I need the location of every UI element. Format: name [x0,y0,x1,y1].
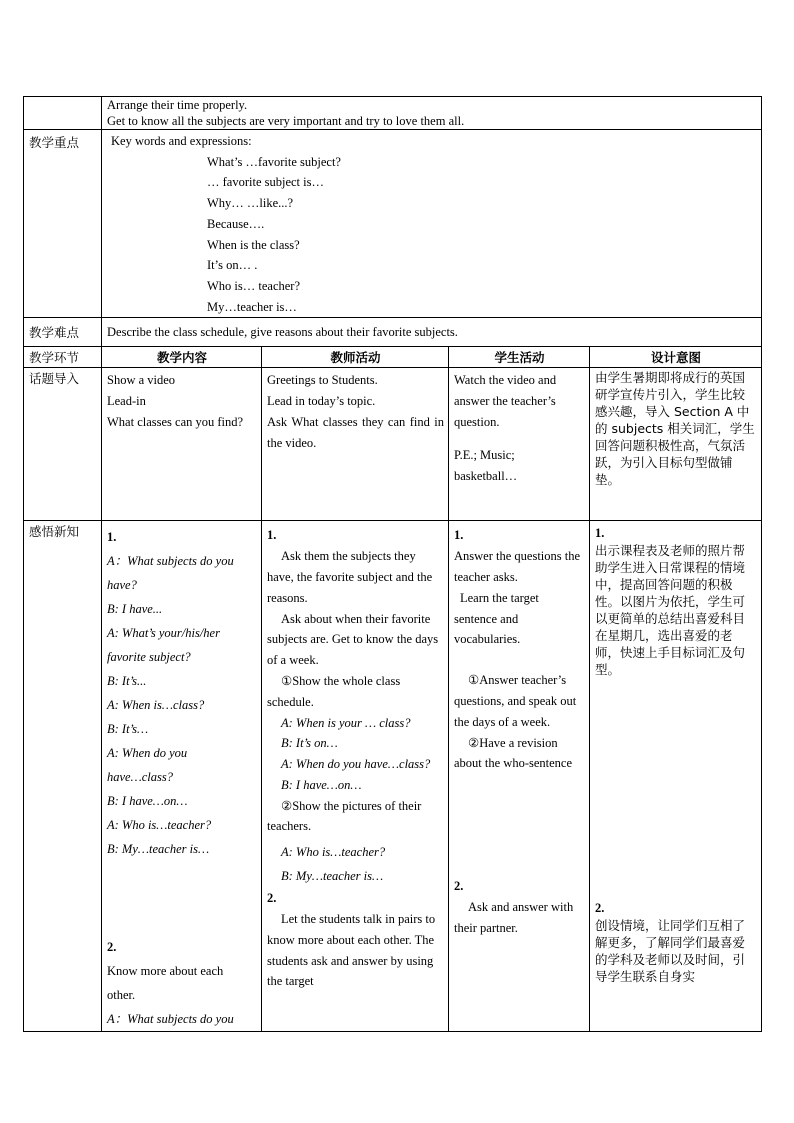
purpose-para: 创设情境，让同学们互相了解更多，了解同学们最喜爱的学科及老师以及时间，引导学生联系自身实 [595,918,746,985]
teacher-para: Ask them the subjects they have, the favorite subject and the reasons. [267,549,433,605]
dialogue-line: A: When is…class? [107,698,205,713]
dialogue-line: B: I have... [107,602,163,617]
difficulties-row [24,318,762,347]
leadin-content-line: Show a video [107,373,176,388]
leadin-student [449,368,590,521]
header-stage: 教学环节 [24,347,102,368]
key-expression: Because…. [207,216,265,231]
new-knowledge-row [24,521,762,1032]
header-teacher: 教师活动 [262,347,449,368]
teacher-para: ②Show the pictures of their teachers. [267,798,422,834]
key-expression: What’s …favorite subject? [207,154,341,169]
content-line: A：What subjects do you [107,1012,234,1027]
teacher-step-1: 1. [267,528,277,543]
leadin-content-line: What classes can you find? [107,414,244,429]
new-content [102,521,262,1032]
dialogue-line: favorite subject? [107,650,191,665]
student-step-2: 2. [454,879,464,894]
leadin-purpose: 由学生暑期即将成行的英国研学宣传片引入，学生比较感兴趣，导入 Section A 中的 subjects 相关词汇，学生回答问题积极性高，气氛活跃，为引入目标句型做铺垫。 [590,368,762,521]
teacher-para: Let the students talk in pairs to know more about each other. The students ask and answer by using the target [267,912,436,989]
student-para: Ask and answer with their partner. [454,899,574,935]
purpose-step-1: 1. [595,526,605,541]
teacher-para: Ask about when their favorite subjects are. Get to know the days of a week. [267,611,439,668]
dialogue-line: A: Who is…teacher? [107,818,212,833]
teacher-para: ①Show the whole class schedule. [267,673,401,709]
key-points-cell [102,130,762,318]
key-expression: Why… …like...? [207,196,294,211]
dialogue-line: B: It’s... [107,674,147,689]
student-para: ②Have a revision about the who-sentence [454,735,573,771]
key-expression: When is the class? [207,237,300,252]
objectives-cell [102,97,762,130]
new-student [449,521,590,1032]
leadin-teacher-line: Greetings to Students. [267,373,378,388]
student-para: ①Answer teacher’s questions, and speak out the days of a week. [454,673,577,729]
purpose-step-2: 2. [595,901,605,916]
difficulties-label: 教学难点 [24,318,102,347]
key-expression: Who is… teacher? [207,278,301,293]
leadin-content [102,368,262,521]
objective-line-2: Get to know all the subjects are very important and try to love them all. [107,113,465,128]
column-header-row [24,347,762,368]
teacher-dialogue: A: When is your … class? [281,715,411,730]
key-expression: My…teacher is… [207,299,297,314]
student-step-1: 1. [454,528,464,543]
header-content: 教学内容 [102,347,262,368]
content-step-1: 1. [107,530,117,545]
header-student: 学生活动 [449,347,590,368]
dialogue-line: B: My…teacher is… [107,842,210,857]
leadin-teacher [262,368,449,521]
dialogue-line: B: It’s… [107,722,149,737]
key-points-row [24,130,762,318]
difficulties-cell: Describe the class schedule, give reasons about their favorite subjects. [102,318,762,347]
new-teacher [262,521,449,1032]
lesson-plan-table [23,96,762,1032]
key-expression: … favorite subject is… [207,175,324,190]
teacher-step-2: 2. [267,891,277,906]
dialogue-line: have…class? [107,770,173,785]
teacher-dialogue: B: My…teacher is… [281,869,384,884]
content-line: other. [107,988,136,1003]
objectives-label [24,97,102,130]
key-points-intro: Key words and expressions: [111,134,252,148]
leadin-row [24,368,762,521]
objective-line-1: Arrange their time properly. [107,98,248,112]
new-stage: 感悟新知 [24,521,102,1032]
student-para: Answer the questions the teacher asks. [454,549,581,584]
teacher-dialogue: A: Who is…teacher? [281,845,386,860]
leadin-stage: 话题导入 [24,368,102,521]
content-line: Know more about each [107,964,224,979]
dialogue-line: A：What subjects do you [107,554,234,569]
new-purpose [590,521,762,1032]
dialogue-line: A: When do you [107,746,188,761]
leadin-teacher-line: Lead in today’s topic. [267,394,376,409]
objectives-row [24,97,762,130]
dialogue-line: A: What’s your/his/her [107,626,220,641]
leadin-teacher-line: Ask What classes they can find in the video. [267,414,444,450]
teacher-dialogue: B: It’s on… [281,736,338,751]
dialogue-line: have? [107,578,137,593]
teacher-dialogue: A: When do you have…class? [281,757,431,772]
key-expression: It’s on… . [207,258,258,273]
teacher-dialogue: B: I have…on… [281,777,362,792]
content-step-2: 2. [107,940,117,955]
student-para: Learn the target sentence and vocabularies. [454,590,539,647]
dialogue-line: B: I have…on… [107,794,188,809]
purpose-para: 出示课程表及老师的照片帮助学生进入日常课程的情境中，提高回答问题的积极性。以图片为依托，学生可以更简单的总结出喜爱科目在星期几，选出喜爱的老师，快速上手目标词汇及句型。 [595,543,746,678]
leadin-student-line: P.E.; Music; basketball… [454,447,518,483]
header-purpose: 设计意图 [590,347,762,368]
leadin-student-line: Watch the video and answer the teacher’s question. [454,373,557,429]
key-points-label: 教学重点 [24,130,102,318]
leadin-content-line: Lead-in [107,394,146,409]
